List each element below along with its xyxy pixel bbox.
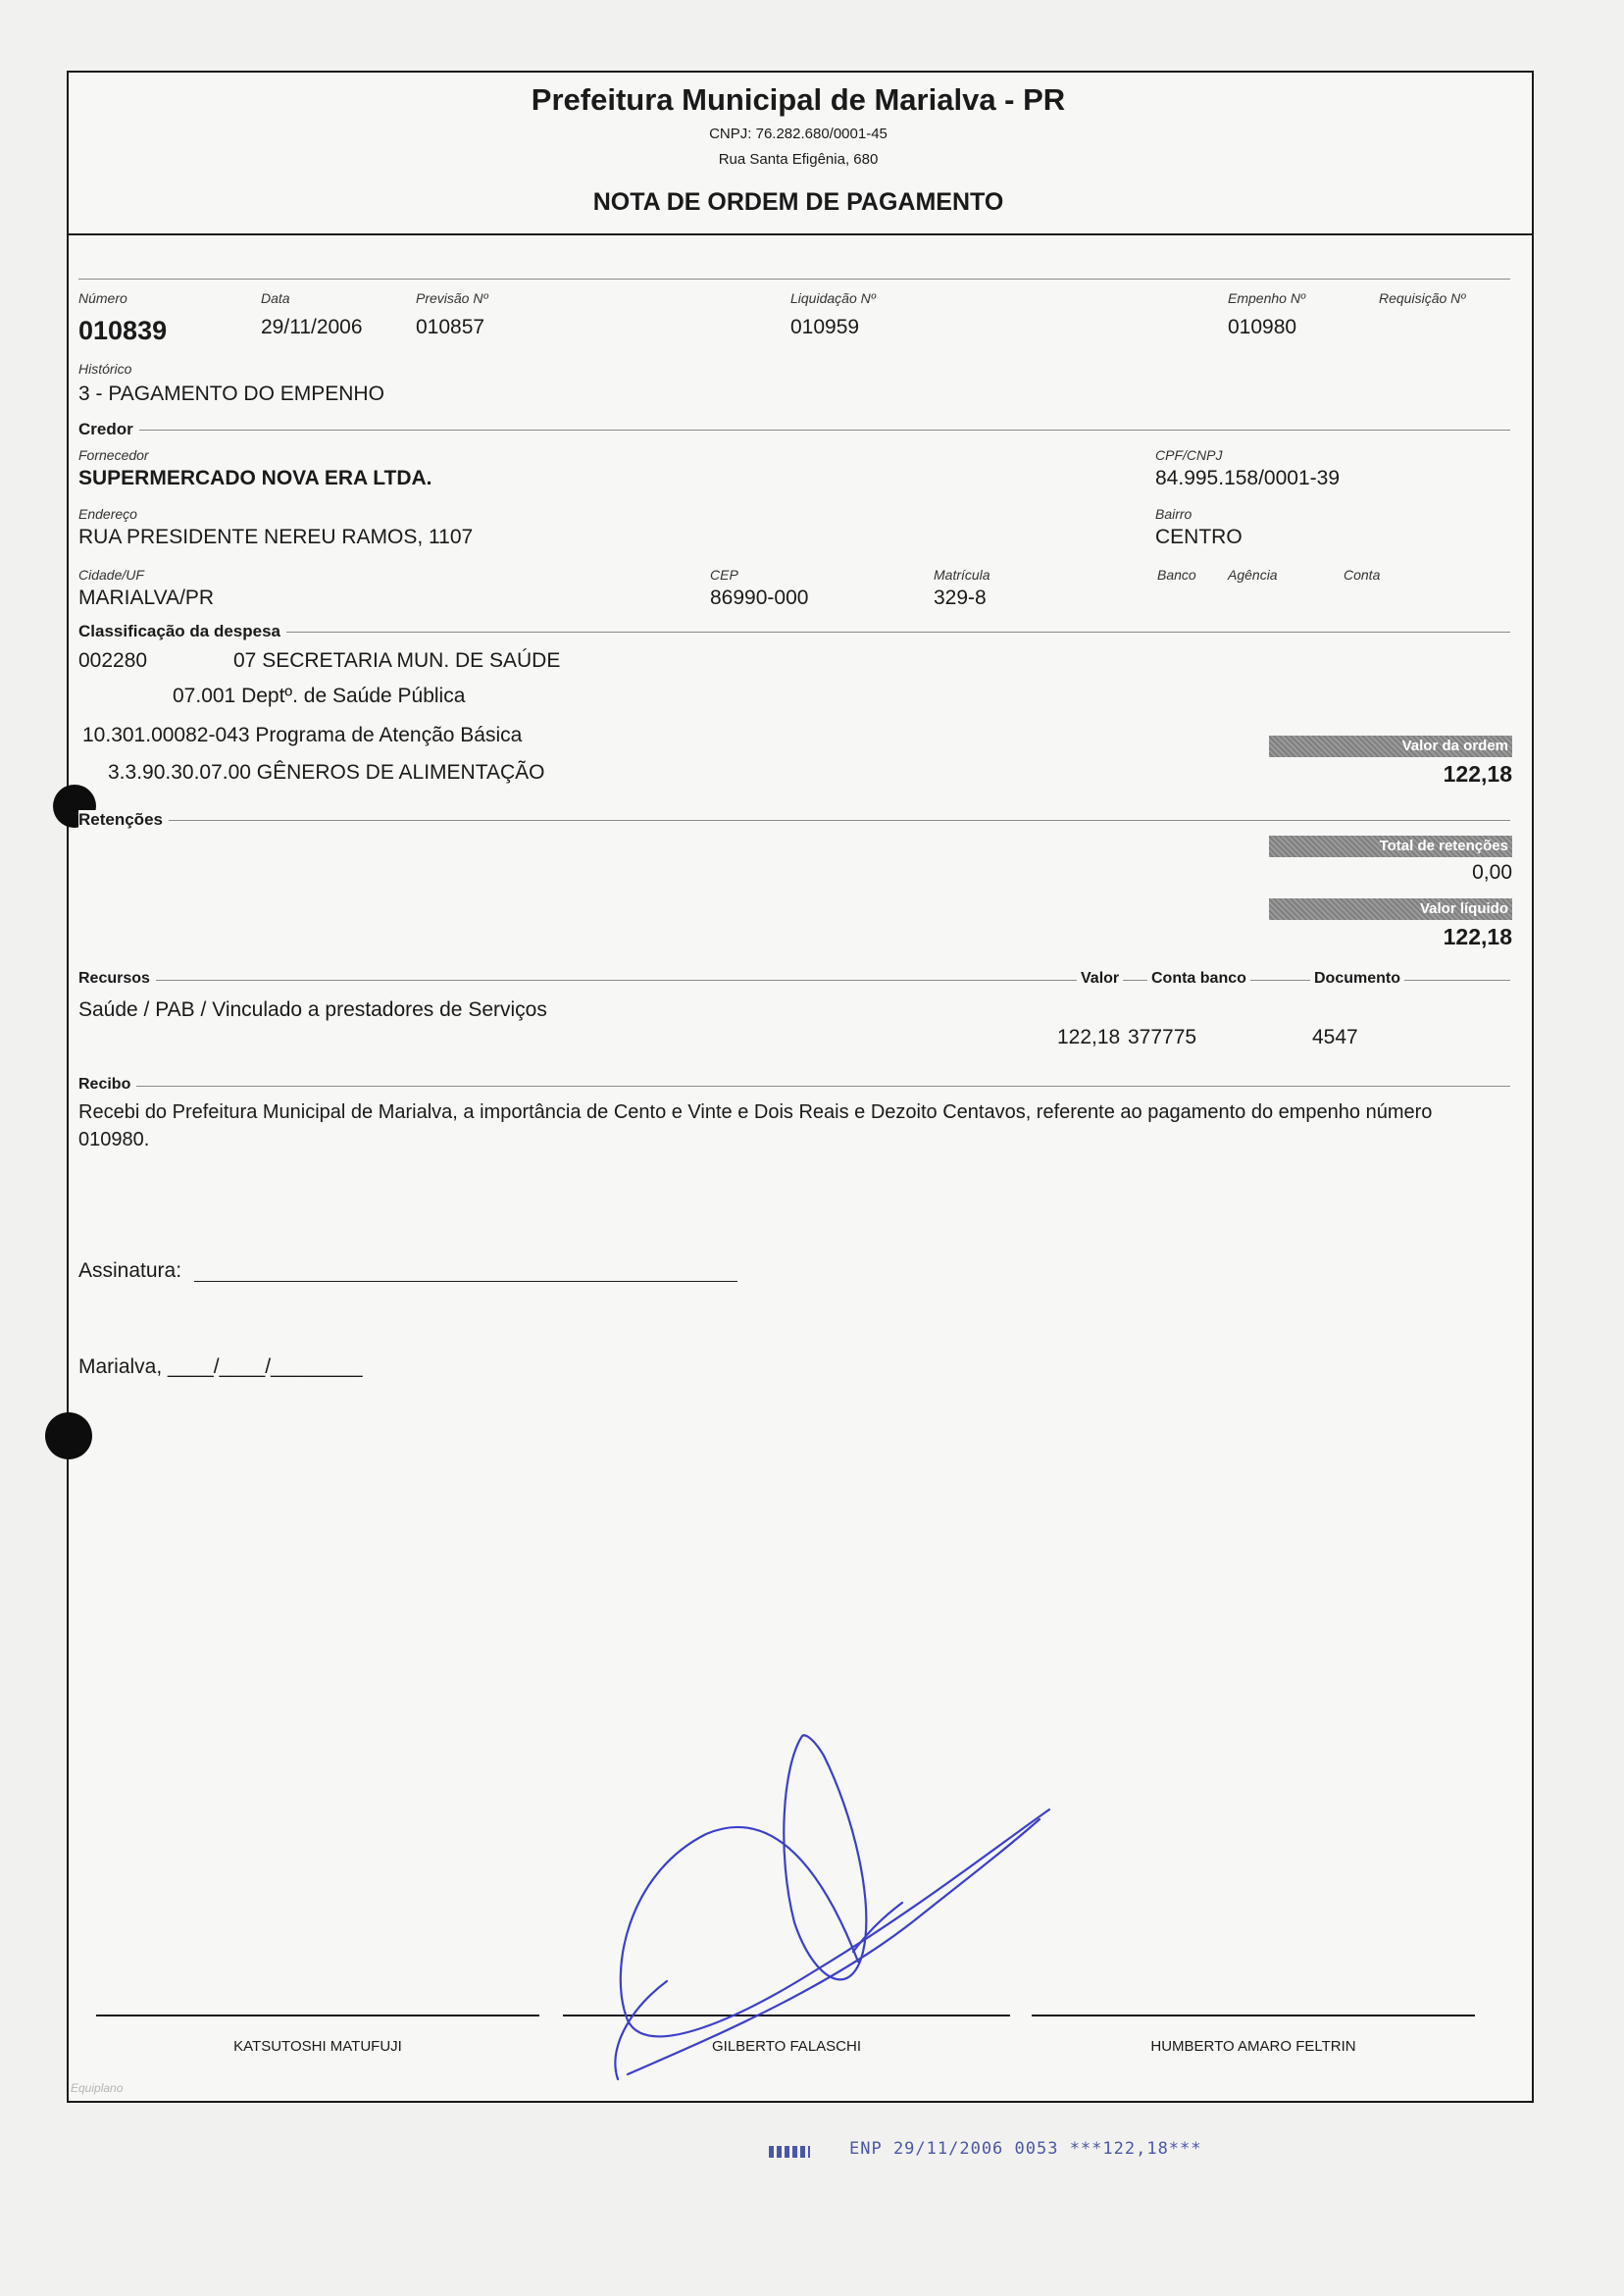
recursos-section: Recursos: [78, 970, 156, 988]
cidade-label: Cidade/UF: [78, 567, 144, 583]
page-title: Prefeitura Municipal de Marialva - PR: [531, 82, 1066, 117]
liquidacao-label: Liquidação Nº: [790, 290, 876, 306]
address-line: Rua Santa Efigênia, 680: [718, 151, 879, 168]
classificacao-line2: 07.001 Deptº. de Saúde Pública: [173, 685, 466, 707]
empenho-value: 010980: [1228, 316, 1297, 338]
classificacao-line1: 07 SECRETARIA MUN. DE SAÚDE: [233, 649, 561, 672]
signatory-3: HUMBERTO AMARO FELTRIN: [1150, 2038, 1356, 2055]
total-retencoes-bar: Total de retenções: [1269, 836, 1512, 857]
total-retencoes-value: 0,00: [1472, 861, 1512, 884]
document-title: NOTA DE ORDEM DE PAGAMENTO: [592, 188, 1004, 216]
recursos-rule: [78, 980, 1510, 981]
valor-ordem-bar: Valor da ordem: [1269, 736, 1512, 757]
endereco-label: Endereço: [78, 506, 137, 522]
banco-label: Banco: [1157, 567, 1196, 583]
recursos-valor: 122,18: [1057, 1026, 1121, 1048]
payment-stamp-marker: [769, 2146, 810, 2158]
cep-label: CEP: [710, 567, 738, 583]
signatory-2: GILBERTO FALASCHI: [712, 2038, 861, 2055]
cnpj-line: CNPJ: 76.282.680/0001-45: [709, 126, 888, 142]
handwritten-signature: [588, 1726, 1079, 2099]
recursos-documento-header: Documento: [1310, 970, 1404, 988]
recursos-descricao: Saúde / PAB / Vinculado a prestadores de Serviços: [78, 998, 547, 1021]
punch-hole-bottom: [45, 1412, 92, 1459]
fornecedor-value: SUPERMERCADO NOVA ERA LTDA.: [78, 467, 432, 489]
data-value: 29/11/2006: [261, 316, 363, 338]
retencoes-rule: [78, 820, 1510, 821]
assinatura-line: [194, 1281, 737, 1282]
signature-line-3: [1032, 2015, 1475, 2016]
assinatura-label: Assinatura:: [78, 1259, 182, 1282]
conta-label: Conta: [1344, 567, 1381, 583]
signature-line-1: [96, 2015, 539, 2016]
historico-label: Histórico: [78, 361, 132, 377]
cpf-label: CPF/CNPJ: [1155, 447, 1223, 463]
cep-value: 86990-000: [710, 587, 809, 609]
recursos-conta-banco: 377775: [1128, 1026, 1197, 1048]
numero-value: 010839: [78, 316, 168, 345]
credor-rule: [78, 430, 1510, 431]
endereco-value: RUA PRESIDENTE NEREU RAMOS, 1107: [78, 526, 474, 548]
recursos-documento: 4547: [1312, 1026, 1358, 1048]
numero-label: Número: [78, 290, 127, 306]
fornecedor-label: Fornecedor: [78, 447, 149, 463]
recibo-section: Recibo: [78, 1076, 136, 1094]
previsao-label: Previsão Nº: [416, 290, 488, 306]
payment-stamp: ENP 29/11/2006 0053 ***122,18***: [849, 2139, 1202, 2159]
retencoes-section: Retenções: [78, 810, 169, 830]
cidade-value: MARIALVA/PR: [78, 587, 215, 609]
liquidacao-value: 010959: [790, 316, 860, 338]
recibo-rule: [78, 1086, 1510, 1087]
valor-liquido-bar: Valor líquido: [1269, 898, 1512, 920]
classificacao-rule: [78, 632, 1510, 633]
recursos-valor-header: Valor: [1077, 970, 1123, 988]
bairro-label: Bairro: [1155, 506, 1193, 522]
empenho-label: Empenho Nº: [1228, 290, 1306, 306]
valor-ordem-value: 122,18: [1443, 761, 1512, 787]
signatory-1: KATSUTOSHI MATUFUJI: [233, 2038, 402, 2055]
header-divider: [67, 233, 1532, 235]
id-top-rule: [78, 279, 1510, 280]
credor-section: Credor: [78, 420, 139, 439]
historico-value: 3 - PAGAMENTO DO EMPENHO: [78, 383, 384, 405]
previsao-value: 010857: [416, 316, 485, 338]
local-data: Marialva, ____/____/________: [78, 1355, 363, 1378]
classificacao-line3: 10.301.00082-043 Programa de Atenção Básica: [82, 724, 523, 746]
valor-liquido-value: 122,18: [1443, 924, 1512, 949]
classificacao-code: 002280: [78, 649, 148, 672]
classificacao-line4: 3.3.90.30.07.00 GÊNEROS DE ALIMENTAÇÃO: [108, 761, 545, 784]
bairro-value: CENTRO: [1155, 526, 1243, 548]
requisicao-label: Requisição Nº: [1379, 290, 1466, 306]
data-label: Data: [261, 290, 290, 306]
matricula-value: 329-8: [934, 587, 987, 609]
cpf-value: 84.995.158/0001-39: [1155, 467, 1341, 489]
recibo-text: Recebi do Prefeitura Municipal de Marialva, a importância de Cento e Vinte e Dois Reais e Dezoito Centavos, referente ao pagamento do empenho número 010980.: [78, 1101, 1433, 1150]
agencia-label: Agência: [1228, 567, 1278, 583]
matricula-label: Matrícula: [934, 567, 990, 583]
software-credit: Equiplano: [71, 2081, 124, 2095]
classificacao-section: Classificação da despesa: [78, 622, 286, 641]
recursos-conta-header: Conta banco: [1147, 970, 1250, 988]
